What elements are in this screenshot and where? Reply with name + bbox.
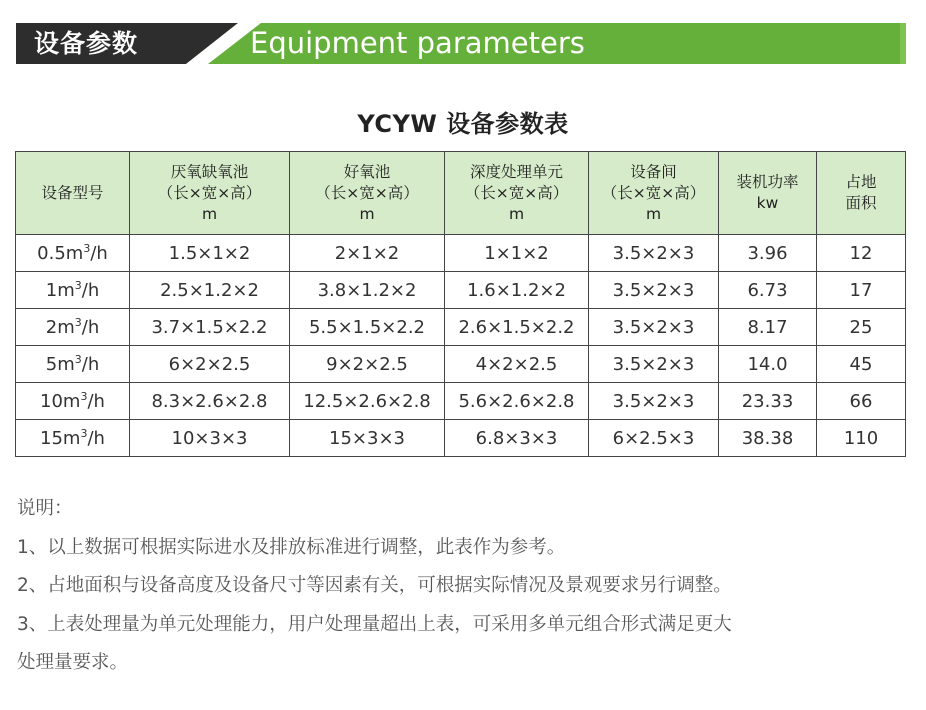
model-superscript: 3: [80, 389, 88, 403]
installed-power-cell: 38.38: [719, 420, 817, 457]
aerobic-tank-cell: 5.5×1.5×2.2: [290, 309, 445, 346]
model-value: 2m: [45, 316, 75, 338]
header-line: 面积: [845, 194, 877, 212]
header-line: （长×宽×高）: [464, 183, 569, 202]
anaerobic-tank-cell: 3.7×1.5×2.2: [130, 309, 290, 346]
header-line: m: [359, 204, 375, 223]
table-title: YCYW 设备参数表: [357, 110, 569, 138]
floor-area-cell: 45: [817, 346, 906, 383]
model-unit: /h: [81, 353, 100, 375]
installed-power-cell: 23.33: [719, 383, 817, 420]
model-unit: /h: [81, 316, 100, 338]
model-superscript: 3: [83, 241, 91, 255]
floor-area-cell: 66: [817, 383, 906, 420]
banner-title-cn: 设备参数: [34, 29, 139, 58]
model-superscript: 3: [74, 352, 82, 366]
note-item: 1、以上数据可根据实际进水及排放标准进行调整，此表作为参考。: [17, 536, 566, 558]
header-line: kw: [756, 194, 779, 212]
header-cell-equipment-room: [589, 152, 719, 235]
floor-area-cell: 25: [817, 309, 906, 346]
model-unit: /h: [87, 390, 105, 412]
equipment-room-cell: 3.5×2×3: [589, 272, 719, 309]
model-cell: [16, 420, 130, 457]
note-item: 处理量要求。: [17, 652, 129, 673]
equipment-room-cell: 3.5×2×3: [589, 235, 719, 272]
aerobic-tank-cell: 12.5×2.6×2.8: [290, 383, 445, 420]
header-line: 好氧池: [343, 162, 391, 181]
header-line: 装机功率: [736, 173, 799, 191]
banner-title-en: Equipment parameters: [250, 26, 585, 60]
advanced-treatment-cell: 2.6×1.5×2.2: [445, 309, 589, 346]
floor-area-cell: 12: [817, 235, 906, 272]
banner-edge: [900, 23, 906, 64]
installed-power-cell: 3.96: [719, 235, 817, 272]
note-item: 2、占地面积与设备高度及设备尺寸等因素有关，可根据实际情况及景观要求另行调整。: [17, 575, 732, 596]
notes-section: [17, 490, 897, 683]
aerobic-tank-cell: 3.8×1.2×2: [290, 272, 445, 309]
header-line: （长×宽×高）: [601, 183, 706, 202]
anaerobic-tank-cell: 8.3×2.6×2.8: [130, 383, 290, 420]
equipment-room-cell: 6×2.5×3: [589, 420, 719, 457]
installed-power-cell: 8.17: [719, 309, 817, 346]
header-line: m: [201, 204, 218, 223]
advanced-treatment-cell: 1.6×1.2×2: [445, 272, 589, 309]
table-row: [16, 383, 906, 420]
installed-power-cell: 14.0: [719, 346, 817, 383]
header-line: m: [508, 204, 525, 223]
anaerobic-tank-cell: 10×3×3: [130, 420, 290, 457]
model-superscript: 3: [74, 278, 82, 292]
header-line: 设备间: [630, 162, 677, 181]
header-line: m: [645, 204, 662, 223]
advanced-treatment-cell: 5.6×2.6×2.8: [445, 383, 589, 420]
aerobic-tank-cell: 15×3×3: [290, 420, 445, 457]
model-value: 5m: [45, 353, 75, 375]
equipment-room-cell: 3.5×2×3: [589, 346, 719, 383]
model-cell: [16, 272, 130, 309]
advanced-treatment-cell: 1×1×2: [445, 235, 589, 272]
model-cell: [16, 309, 130, 346]
header-cell-anaerobic-tank: [130, 152, 290, 235]
floor-area-cell: 17: [817, 272, 906, 309]
model-value: 10m: [40, 390, 81, 412]
table-row: [16, 235, 906, 272]
header-cell-aerobic-tank: [290, 152, 445, 235]
header-line: 设备型号: [41, 183, 104, 202]
table-row: [16, 272, 906, 309]
header-line: 占地: [845, 173, 877, 191]
model-unit: /h: [81, 279, 100, 301]
header-line: 深度处理单元: [469, 162, 563, 181]
note-item: 3、上表处理量为单元处理能力，用户处理量超出上表，可采用多单元组合形式满足更大: [17, 613, 732, 635]
table-row: [16, 346, 906, 383]
table-header-row: [16, 152, 906, 235]
model-superscript: 3: [74, 315, 82, 329]
header-banner: [16, 23, 906, 64]
model-value: 1m: [45, 279, 75, 301]
model-unit: /h: [87, 427, 105, 449]
model-superscript: 3: [80, 426, 88, 440]
equipment-room-cell: 3.5×2×3: [589, 309, 719, 346]
parameters-table: [15, 151, 906, 457]
header-cell-model: [16, 152, 130, 235]
model-value: 0.5m: [37, 242, 84, 264]
header-line: 厌氧缺氧池: [170, 162, 249, 181]
header-cell-advanced-treatment: [445, 152, 589, 235]
advanced-treatment-cell: 4×2×2.5: [445, 346, 589, 383]
model-cell: [16, 383, 130, 420]
floor-area-cell: 110: [817, 420, 906, 457]
anaerobic-tank-cell: 2.5×1.2×2: [130, 272, 290, 309]
model-unit: /h: [90, 242, 108, 264]
table-row: [16, 309, 906, 346]
model-cell: [16, 346, 130, 383]
aerobic-tank-cell: 2×1×2: [290, 235, 445, 272]
model-cell: [16, 235, 130, 272]
anaerobic-tank-cell: 1.5×1×2: [130, 235, 290, 272]
header-line: （长×宽×高）: [157, 183, 262, 202]
model-value: 15m: [40, 427, 81, 449]
header-line: （长×宽×高）: [315, 183, 419, 202]
notes-heading: 说明：: [17, 498, 73, 519]
anaerobic-tank-cell: 6×2×2.5: [130, 346, 290, 383]
equipment-room-cell: 3.5×2×3: [589, 383, 719, 420]
table-row: [16, 420, 906, 457]
header-cell-floor-area: [817, 152, 906, 235]
aerobic-tank-cell: 9×2×2.5: [290, 346, 445, 383]
header-cell-installed-power: [719, 152, 817, 235]
installed-power-cell: 6.73: [719, 272, 817, 309]
advanced-treatment-cell: 6.8×3×3: [445, 420, 589, 457]
